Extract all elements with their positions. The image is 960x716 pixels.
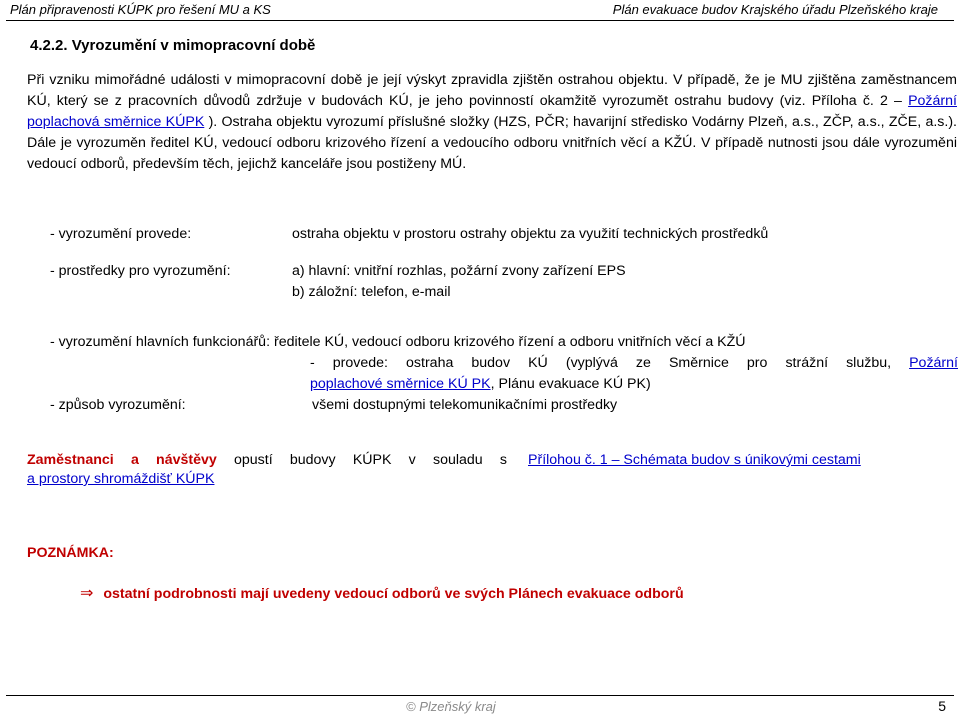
assembly-points-link-wrap — [27, 469, 214, 490]
intro-text-1: Při vzniku mimořádné události v mimopracovní době je její výskyt zpravidla zjištěn ostrahou objektu. V případě, že je MU zjištěna zaměstnancem KÚ, který se z pracovních důvodů zdržuje v budovách KÚ, je jeho povinností okamžitě vyrozumět ostrahu budovy (viz. Příloha č. 2 – — [27, 72, 957, 109]
zpusob-label: - způsob vyrozumění: — [50, 397, 186, 413]
funkcionari-value: ředitele KÚ, vedoucí odboru krizového řízení a odboru vnitřních věcí a KŽÚ — [273, 334, 746, 350]
fire-alarm-link-part1[interactable]: Požární — [909, 355, 958, 371]
page-footer — [6, 695, 954, 716]
evacuation-schema-link[interactable]: Přílohou č. 1 – Schémata budov s únikovými cestami — [528, 452, 861, 468]
page-number: 5 — [938, 698, 946, 714]
prostredky-backup: b) záložní: telefon, e-mail — [292, 284, 451, 300]
funkcionari-provede-line — [310, 353, 958, 374]
intro-text-2: ). Ostraha objektu vyrozumí příslušné složky (HZS, PČR; havarijní středisko Vodárny Plzeň, a.s., ZČP, a.s., ZČE, a.s.). Dále je vyrozuměn ředitel KÚ, vedoucí odboru krizového řízení a vedoucího odboru vnitřních věcí a KŽÚ. V případě nutnosti jsou dále vyrozuměni vedoucí odborů, především těch, jejichž kanceláře jsou postiženy MÚ. — [27, 114, 957, 172]
footer-copyright: © Plzeňský kraj — [406, 699, 496, 714]
provede-value: ostraha objektu v prostoru ostrahy objektu za využití technických prostředků — [292, 226, 769, 242]
note-title: POZNÁMKA: — [27, 545, 114, 561]
fire-alarm-directive-link[interactable]: Požární poplachová směrnice KÚPK — [27, 93, 957, 130]
zpusob-value: všemi dostupnými telekomunikačními prostředky — [312, 397, 618, 413]
note-row — [80, 583, 684, 605]
note-text: ostatní podrobnosti mají uvedeny vedoucí odborů ve svých Plánech evakuace odborů — [103, 586, 684, 602]
fire-alarm-link-part2[interactable]: poplachové směrnice KÚ PK — [310, 376, 491, 392]
prostredky-main: a) hlavní: vnitřní rozhlas, požární zvony zařízení EPS — [292, 263, 626, 279]
header-right-title: Plán evakuace budov Krajského úřadu Plzeňského kraje — [612, 2, 938, 17]
funkcionari-row — [50, 332, 746, 353]
prostredky-label: - prostředky pro vyrozumění: — [50, 263, 231, 279]
intro-paragraph — [27, 70, 957, 175]
funkcionari-provede: - provede: ostraha budov KÚ (vyplývá ze Směrnice pro strážní službu, — [310, 355, 892, 371]
funkcionari-provede-end: , Plánu evakuace KÚ PK) — [490, 376, 651, 392]
employees-bold: Zaměstnanci a návštěvy — [27, 452, 217, 468]
section-title: 4.2.2. Vyrozumění v mimopracovní době — [30, 37, 316, 54]
right-arrow-icon: ⇒ — [80, 585, 94, 602]
page-header — [6, 0, 954, 21]
funkcionari-label: - vyrozumění hlavních funkcionářů: — [50, 334, 271, 350]
employees-text: opustí budovy KÚPK v souladu s — [234, 452, 507, 468]
header-left-title: Plán připravenosti KÚPK pro řešení MU a KS — [10, 2, 271, 17]
funkcionari-provede-line2 — [310, 374, 651, 395]
provede-label: - vyrozumění provede: — [50, 226, 192, 242]
employees-line — [27, 450, 507, 471]
assembly-points-link[interactable]: a prostory shromáždišť KÚPK — [27, 471, 215, 487]
evacuation-schema-link-wrap — [528, 450, 861, 471]
